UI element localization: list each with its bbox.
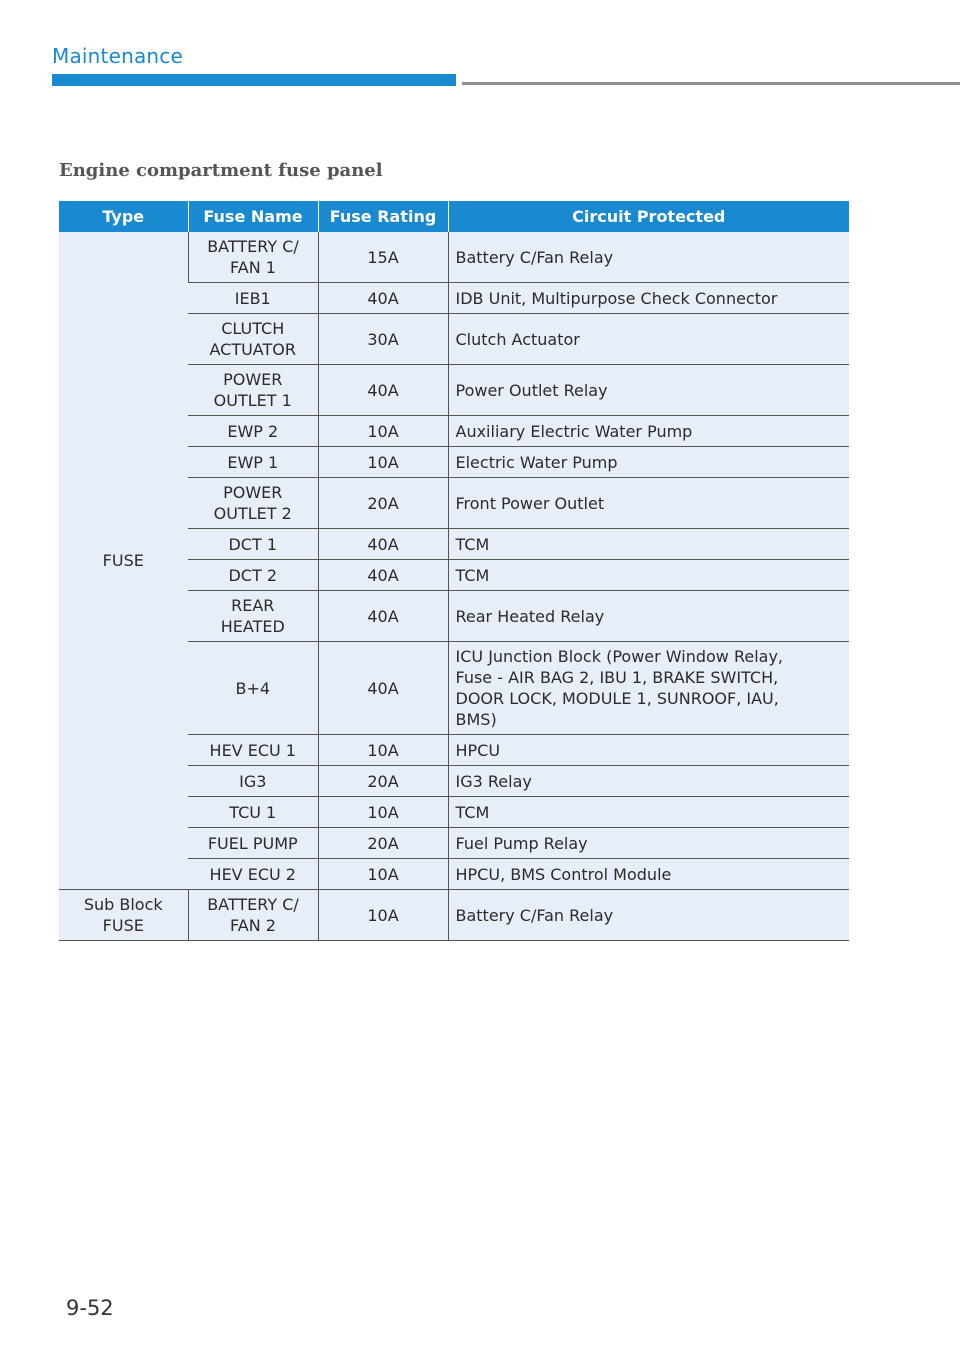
fuse-name-cell: BATTERY C/ FAN 2 xyxy=(188,890,318,941)
circuit-protected-cell: Clutch Actuator xyxy=(448,314,849,365)
circuit-protected-cell: Rear Heated Relay xyxy=(448,591,849,642)
circuit-protected-cell: HPCU, BMS Control Module xyxy=(448,859,849,890)
circuit-protected-cell: TCM xyxy=(448,529,849,560)
circuit-protected-cell: ICU Junction Block (Power Window Relay, Fuse - AIR BAG 2, IBU 1, BRAKE SWITCH, DOOR LOCK, MODULE 1, SUNROOF, IAU, BMS) xyxy=(448,642,849,735)
section-header-title: Maintenance xyxy=(52,44,183,68)
fuse-rating-cell: 10A xyxy=(318,447,448,478)
column-header-circuit-protected: Circuit Protected xyxy=(448,201,849,232)
fuse-rating-cell: 15A xyxy=(318,232,448,283)
circuit-protected-cell: IG3 Relay xyxy=(448,766,849,797)
fuse-rating-cell: 10A xyxy=(318,735,448,766)
circuit-protected-cell: IDB Unit, Multipurpose Check Connector xyxy=(448,283,849,314)
fuse-rating-cell: 40A xyxy=(318,283,448,314)
fuse-table-body xyxy=(59,232,849,941)
fuse-name-cell: FUEL PUMP xyxy=(188,828,318,859)
column-header-type: Type xyxy=(59,201,188,232)
fuse-rating-cell: 10A xyxy=(318,797,448,828)
type-cell: Sub Block FUSE xyxy=(59,890,188,941)
fuse-rating-cell: 40A xyxy=(318,642,448,735)
fuse-name-cell: CLUTCH ACTUATOR xyxy=(188,314,318,365)
table-header-row xyxy=(59,201,849,232)
fuse-rating-cell: 10A xyxy=(318,416,448,447)
fuse-rating-cell: 20A xyxy=(318,478,448,529)
fuse-rating-cell: 20A xyxy=(318,828,448,859)
fuse-name-cell: EWP 2 xyxy=(188,416,318,447)
circuit-protected-cell: Electric Water Pump xyxy=(448,447,849,478)
fuse-rating-cell: 40A xyxy=(318,591,448,642)
fuse-name-cell: B+4 xyxy=(188,642,318,735)
fuse-name-cell: REAR HEATED xyxy=(188,591,318,642)
fuse-rating-cell: 10A xyxy=(318,890,448,941)
fuse-name-cell: HEV ECU 1 xyxy=(188,735,318,766)
page-number: 9-52 xyxy=(66,1296,114,1320)
fuse-name-cell: IEB1 xyxy=(188,283,318,314)
fuse-rating-cell: 40A xyxy=(318,560,448,591)
table-row xyxy=(59,232,849,283)
circuit-protected-cell: Fuel Pump Relay xyxy=(448,828,849,859)
table-row xyxy=(59,890,849,941)
type-cell: FUSE xyxy=(59,232,188,890)
fuse-rating-cell: 40A xyxy=(318,365,448,416)
fuse-rating-cell: 20A xyxy=(318,766,448,797)
fuse-name-cell: BATTERY C/ FAN 1 xyxy=(188,232,318,283)
fuse-name-cell: HEV ECU 2 xyxy=(188,859,318,890)
circuit-protected-cell: Auxiliary Electric Water Pump xyxy=(448,416,849,447)
page-title: Engine compartment fuse panel xyxy=(59,160,383,181)
fuse-table xyxy=(59,201,849,941)
circuit-protected-cell: Battery C/Fan Relay xyxy=(448,232,849,283)
column-header-fuse-name: Fuse Name xyxy=(188,201,318,232)
fuse-name-cell: POWER OUTLET 1 xyxy=(188,365,318,416)
fuse-name-cell: IG3 xyxy=(188,766,318,797)
fuse-rating-cell: 40A xyxy=(318,529,448,560)
circuit-protected-cell: Battery C/Fan Relay xyxy=(448,890,849,941)
fuse-name-cell: TCU 1 xyxy=(188,797,318,828)
fuse-name-cell: EWP 1 xyxy=(188,447,318,478)
circuit-protected-cell: HPCU xyxy=(448,735,849,766)
column-header-fuse-rating: Fuse Rating xyxy=(318,201,448,232)
circuit-protected-cell: Front Power Outlet xyxy=(448,478,849,529)
fuse-rating-cell: 10A xyxy=(318,859,448,890)
circuit-protected-cell: TCM xyxy=(448,797,849,828)
fuse-name-cell: DCT 2 xyxy=(188,560,318,591)
header-accent-bar xyxy=(52,74,456,86)
fuse-name-cell: DCT 1 xyxy=(188,529,318,560)
fuse-name-cell: POWER OUTLET 2 xyxy=(188,478,318,529)
circuit-protected-cell: Power Outlet Relay xyxy=(448,365,849,416)
header-rule xyxy=(462,82,960,85)
circuit-protected-cell: TCM xyxy=(448,560,849,591)
fuse-rating-cell: 30A xyxy=(318,314,448,365)
